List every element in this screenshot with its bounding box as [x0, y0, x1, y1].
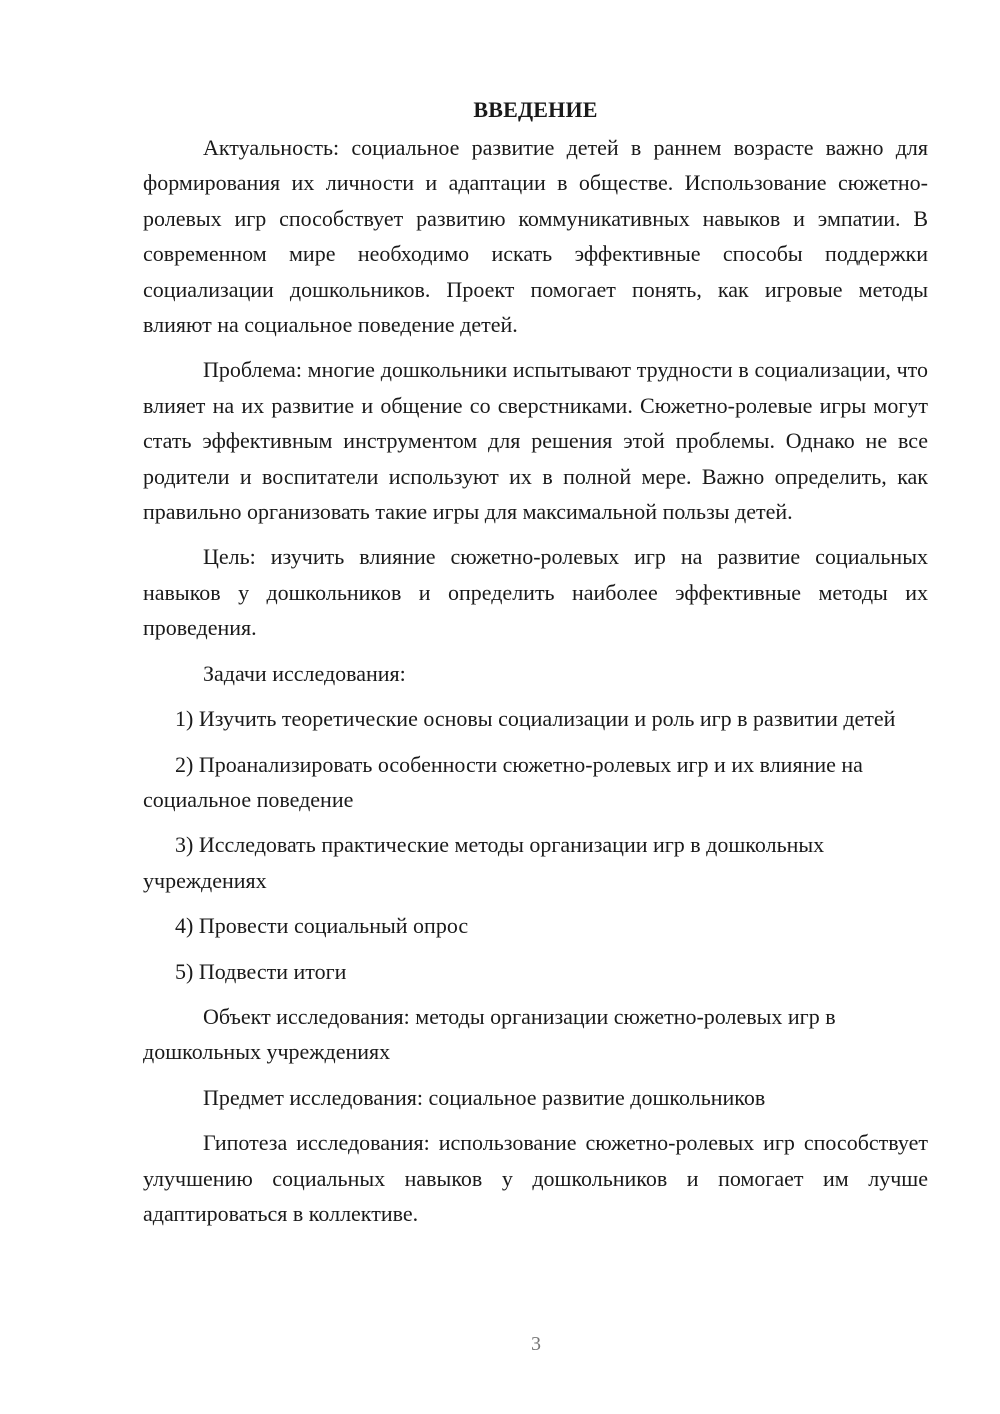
- task-item-3: 3) Исследовать практические методы организации игр в дошкольных учреждениях: [143, 832, 825, 893]
- document-page: [143, 90, 928, 1241]
- task-item-2: 2) Проанализировать особенности сюжетно-ролевых игр и их влияние на социальное поведение: [143, 751, 863, 812]
- page-number: 3: [531, 1333, 541, 1355]
- task-item-1: 1) Изучить теоретические основы социализации и роль игр в развитии детей: [175, 706, 896, 732]
- hypothesis-paragraph: Гипотеза исследования: использование сюжетно-ролевых игр способствует улучшению социальных навыков у дошкольников и помогает им лучше адаптироваться в коллективе.: [143, 1130, 928, 1226]
- problem-paragraph: Проблема: многие дошкольники испытывают трудности в социализации, что влияет на их развитие и общение со сверстниками. Сюжетно-ролевые игры могут стать эффективным инструментом для решения этой проблемы. Однако не все родители и воспитатели используют их в полной мере. Важно определить, как правильно организовать такие игры для максимальной пользы детей.: [143, 357, 928, 525]
- tasks-heading: Задачи исследования:: [203, 660, 406, 686]
- object-paragraph: Объект исследования: методы организации сюжетно-ролевых игр в дошкольных учреждениях: [143, 1003, 836, 1065]
- task-item-4: 4) Провести социальный опрос: [175, 913, 469, 939]
- page-title: ВВЕДЕНИЕ: [473, 97, 598, 122]
- task-item-5: 5) Подвести итоги: [175, 958, 347, 984]
- goal-paragraph: Цель: изучить влияние сюжетно-ролевых игр на развитие социальных навыков у дошкольников и определить наиболее эффективные методы их проведения.: [143, 544, 928, 641]
- relevance-paragraph: Актуальность: социальное развитие детей в раннем возрасте важно для формирования их личности и адаптации в обществе. Использование сюжетно-ролевых игр способствует развитию коммуникативных навыков и эмпатии. В современном мире необходимо искать эффективные способы поддержки социализации дошкольников. Проект помогает понять, как игровые методы влияют на социальное поведение детей.: [143, 135, 928, 338]
- subject-paragraph: Предмет исследования: социальное развитие дошкольников: [203, 1084, 766, 1110]
